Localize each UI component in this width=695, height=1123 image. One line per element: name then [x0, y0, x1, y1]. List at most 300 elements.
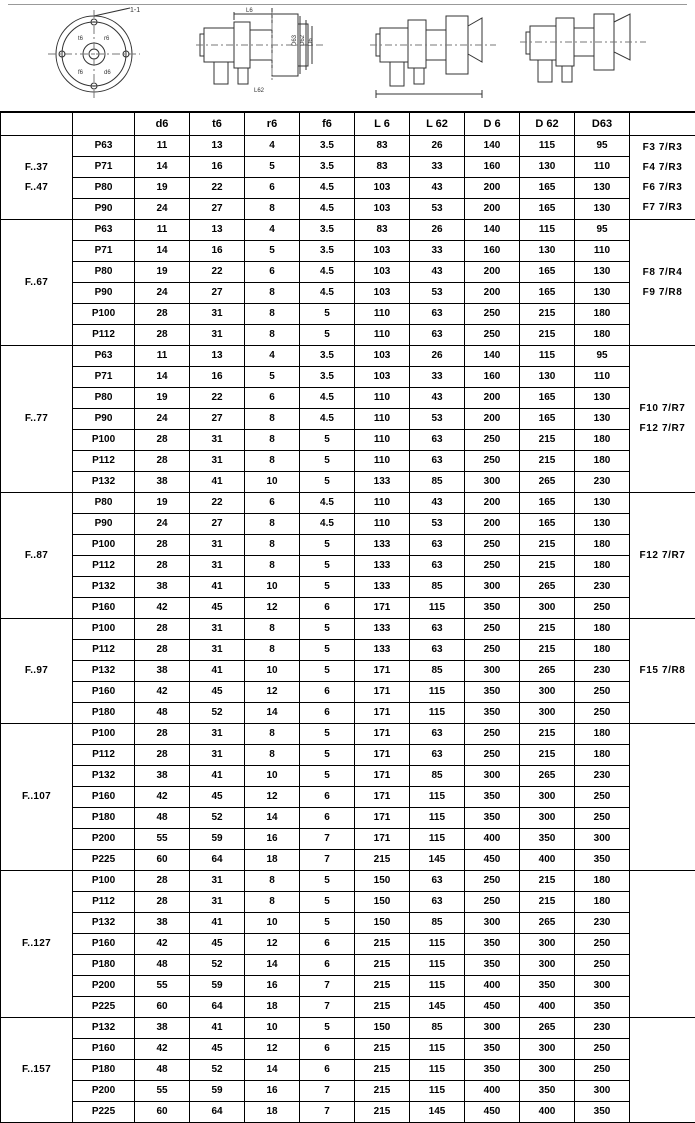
value-d62: 300 — [520, 808, 575, 829]
front-view-flange — [34, 6, 164, 104]
value-t6: 31 — [190, 304, 245, 325]
value-d6: 400 — [465, 829, 520, 850]
table-row — [1, 199, 695, 220]
value-d63: 130 — [575, 178, 630, 199]
value-l62: 63 — [410, 640, 465, 661]
value-l6: 110 — [355, 451, 410, 472]
motor-size-cell: P100 — [73, 304, 135, 325]
value-d6: 250 — [465, 871, 520, 892]
value-d6: 28 — [135, 451, 190, 472]
value-l62: 63 — [410, 430, 465, 451]
value-l6: 83 — [355, 157, 410, 178]
value-d63: 230 — [575, 1018, 630, 1039]
value-r6: 8 — [245, 199, 300, 220]
value-d6: 19 — [135, 493, 190, 514]
value-d63: 130 — [575, 493, 630, 514]
value-d6: 48 — [135, 955, 190, 976]
table-row — [1, 451, 695, 472]
value-d62: 300 — [520, 955, 575, 976]
value-l62: 115 — [410, 787, 465, 808]
value-r6: 10 — [245, 913, 300, 934]
value-l62: 63 — [410, 619, 465, 640]
motor-size-cell: P160 — [73, 682, 135, 703]
group-label: F..127 — [1, 871, 73, 1018]
value-l6: 150 — [355, 1018, 410, 1039]
header-r6: r6 — [245, 113, 300, 136]
value-t6: 31 — [190, 871, 245, 892]
table-row — [1, 1081, 695, 1102]
motor-size-cell: P112 — [73, 892, 135, 913]
value-r6: 12 — [245, 1039, 300, 1060]
value-r6: 16 — [245, 976, 300, 997]
table-row — [1, 556, 695, 577]
value-r6: 8 — [245, 640, 300, 661]
value-f6: 6 — [300, 934, 355, 955]
table-row — [1, 493, 695, 514]
value-f6: 3.5 — [300, 157, 355, 178]
value-t6: 16 — [190, 367, 245, 388]
table-row — [1, 388, 695, 409]
group-note — [630, 871, 695, 1018]
motor-size-cell: P200 — [73, 829, 135, 850]
value-r6: 6 — [245, 178, 300, 199]
value-d62: 215 — [520, 892, 575, 913]
value-d6: 11 — [135, 136, 190, 157]
value-f6: 4.5 — [300, 388, 355, 409]
table-row — [1, 1018, 695, 1039]
value-d62: 300 — [520, 1039, 575, 1060]
value-l62: 145 — [410, 850, 465, 871]
value-d6: 60 — [135, 1102, 190, 1123]
value-r6: 8 — [245, 304, 300, 325]
motor-size-cell: P80 — [73, 178, 135, 199]
group-note — [630, 1018, 695, 1123]
svg-text:L6: L6 — [246, 8, 253, 14]
value-f6: 6 — [300, 808, 355, 829]
value-d6: 200 — [465, 178, 520, 199]
value-f6: 6 — [300, 682, 355, 703]
value-t6: 31 — [190, 430, 245, 451]
value-l6: 133 — [355, 640, 410, 661]
value-d6: 300 — [465, 661, 520, 682]
value-f6: 6 — [300, 598, 355, 619]
value-r6: 14 — [245, 808, 300, 829]
group-label: F..87 — [1, 493, 73, 619]
value-d6: 350 — [465, 808, 520, 829]
value-l62: 145 — [410, 997, 465, 1018]
value-t6: 59 — [190, 976, 245, 997]
value-l62: 63 — [410, 556, 465, 577]
table-row — [1, 808, 695, 829]
value-f6: 5 — [300, 745, 355, 766]
motor-size-cell: P180 — [73, 808, 135, 829]
value-l62: 33 — [410, 367, 465, 388]
value-l6: 171 — [355, 682, 410, 703]
value-d62: 115 — [520, 136, 575, 157]
value-d62: 165 — [520, 178, 575, 199]
value-t6: 13 — [190, 346, 245, 367]
table-row — [1, 787, 695, 808]
value-d63: 350 — [575, 850, 630, 871]
value-l62: 43 — [410, 178, 465, 199]
value-l62: 115 — [410, 955, 465, 976]
value-d63: 130 — [575, 514, 630, 535]
value-f6: 3.5 — [300, 136, 355, 157]
value-t6: 52 — [190, 1060, 245, 1081]
header-d6: d6 — [135, 113, 190, 136]
value-l62: 63 — [410, 871, 465, 892]
table-row — [1, 661, 695, 682]
value-d6: 28 — [135, 619, 190, 640]
value-r6: 14 — [245, 955, 300, 976]
value-f6: 5 — [300, 1018, 355, 1039]
value-d6: 400 — [465, 1081, 520, 1102]
table-row — [1, 262, 695, 283]
value-r6: 4 — [245, 136, 300, 157]
value-r6: 10 — [245, 472, 300, 493]
value-f6: 7 — [300, 829, 355, 850]
value-l6: 215 — [355, 976, 410, 997]
motor-size-cell: P225 — [73, 997, 135, 1018]
value-d62: 215 — [520, 451, 575, 472]
value-d62: 350 — [520, 976, 575, 997]
value-l6: 103 — [355, 283, 410, 304]
value-l62: 63 — [410, 304, 465, 325]
value-d6: 19 — [135, 178, 190, 199]
motor-size-cell: P112 — [73, 640, 135, 661]
value-d6: 300 — [465, 1018, 520, 1039]
value-d63: 230 — [575, 661, 630, 682]
value-t6: 22 — [190, 493, 245, 514]
value-f6: 4.5 — [300, 514, 355, 535]
value-d63: 230 — [575, 577, 630, 598]
header-t6: t6 — [190, 113, 245, 136]
motor-size-cell: P180 — [73, 1060, 135, 1081]
header-l62: L 62 — [410, 113, 465, 136]
value-d62: 215 — [520, 430, 575, 451]
value-f6: 5 — [300, 304, 355, 325]
value-t6: 31 — [190, 535, 245, 556]
value-t6: 41 — [190, 661, 245, 682]
table-row — [1, 136, 695, 157]
table-row — [1, 1060, 695, 1081]
value-d6: 42 — [135, 934, 190, 955]
table-row — [1, 724, 695, 745]
value-d6: 250 — [465, 535, 520, 556]
value-d63: 180 — [575, 304, 630, 325]
value-t6: 59 — [190, 1081, 245, 1102]
value-l6: 133 — [355, 535, 410, 556]
motor-size-cell: P100 — [73, 619, 135, 640]
value-l62: 43 — [410, 262, 465, 283]
value-d63: 230 — [575, 766, 630, 787]
motor-size-cell: P132 — [73, 1018, 135, 1039]
value-d6: 55 — [135, 976, 190, 997]
value-d6: 14 — [135, 367, 190, 388]
value-d62: 115 — [520, 346, 575, 367]
value-d6: 48 — [135, 808, 190, 829]
value-d6: 24 — [135, 199, 190, 220]
motor-size-cell: P112 — [73, 325, 135, 346]
value-d63: 180 — [575, 745, 630, 766]
table-row — [1, 283, 695, 304]
value-d62: 300 — [520, 703, 575, 724]
svg-text:D63: D63 — [292, 34, 298, 46]
value-r6: 8 — [245, 451, 300, 472]
value-d6: 450 — [465, 997, 520, 1018]
value-d63: 300 — [575, 1081, 630, 1102]
value-l6: 103 — [355, 178, 410, 199]
motor-size-cell: P90 — [73, 199, 135, 220]
table-row — [1, 346, 695, 367]
header-d6-dia: D 6 — [465, 113, 520, 136]
motor-size-cell: P71 — [73, 157, 135, 178]
value-r6: 10 — [245, 766, 300, 787]
value-t6: 22 — [190, 178, 245, 199]
value-d6: 42 — [135, 682, 190, 703]
value-d6: 140 — [465, 346, 520, 367]
value-d6: 250 — [465, 325, 520, 346]
value-l6: 171 — [355, 661, 410, 682]
value-f6: 4.5 — [300, 493, 355, 514]
value-f6: 7 — [300, 1081, 355, 1102]
value-f6: 5 — [300, 535, 355, 556]
value-d6: 48 — [135, 1060, 190, 1081]
svg-text:r6: r6 — [104, 36, 110, 42]
motor-size-cell: P112 — [73, 451, 135, 472]
value-d6: 250 — [465, 640, 520, 661]
value-t6: 45 — [190, 934, 245, 955]
motor-size-cell: P80 — [73, 493, 135, 514]
group-note: F8 7/R4 F9 7/R8 — [630, 220, 695, 346]
value-d6: 28 — [135, 304, 190, 325]
value-d63: 250 — [575, 787, 630, 808]
svg-text:f6: f6 — [78, 70, 84, 76]
value-r6: 5 — [245, 241, 300, 262]
motor-size-cell: P132 — [73, 661, 135, 682]
value-d6: 250 — [465, 430, 520, 451]
value-t6: 45 — [190, 682, 245, 703]
value-d6: 350 — [465, 1039, 520, 1060]
value-f6: 3.5 — [300, 346, 355, 367]
value-d63: 250 — [575, 1039, 630, 1060]
value-r6: 8 — [245, 514, 300, 535]
value-r6: 8 — [245, 724, 300, 745]
value-d6: 28 — [135, 892, 190, 913]
side-view-gearmotor-1 — [196, 4, 331, 102]
value-d6: 55 — [135, 829, 190, 850]
motor-size-cell: P90 — [73, 514, 135, 535]
value-d62: 300 — [520, 1060, 575, 1081]
value-d62: 400 — [520, 997, 575, 1018]
value-l62: 115 — [410, 1039, 465, 1060]
value-d6: 400 — [465, 976, 520, 997]
group-note: F10 7/R7 F12 7/R7 — [630, 346, 695, 493]
value-f6: 5 — [300, 661, 355, 682]
value-d6: 250 — [465, 556, 520, 577]
value-l62: 26 — [410, 136, 465, 157]
motor-size-cell: P132 — [73, 766, 135, 787]
value-r6: 8 — [245, 535, 300, 556]
value-l62: 53 — [410, 283, 465, 304]
value-d62: 300 — [520, 598, 575, 619]
value-l62: 145 — [410, 1102, 465, 1123]
value-d62: 215 — [520, 325, 575, 346]
value-f6: 7 — [300, 997, 355, 1018]
value-l62: 43 — [410, 388, 465, 409]
value-t6: 31 — [190, 619, 245, 640]
value-l6: 215 — [355, 1039, 410, 1060]
value-d6: 140 — [465, 220, 520, 241]
value-d6: 160 — [465, 241, 520, 262]
value-d63: 350 — [575, 997, 630, 1018]
value-d62: 215 — [520, 556, 575, 577]
value-l62: 115 — [410, 1060, 465, 1081]
value-d62: 130 — [520, 367, 575, 388]
value-t6: 52 — [190, 808, 245, 829]
value-l6: 215 — [355, 1102, 410, 1123]
value-l6: 103 — [355, 241, 410, 262]
value-d62: 265 — [520, 913, 575, 934]
value-d6: 200 — [465, 199, 520, 220]
value-d6: 250 — [465, 724, 520, 745]
value-r6: 10 — [245, 577, 300, 598]
value-d6: 38 — [135, 577, 190, 598]
table-row — [1, 640, 695, 661]
value-l6: 171 — [355, 598, 410, 619]
value-l6: 110 — [355, 325, 410, 346]
value-d6: 38 — [135, 1018, 190, 1039]
value-d63: 180 — [575, 724, 630, 745]
value-t6: 27 — [190, 199, 245, 220]
value-d63: 130 — [575, 283, 630, 304]
header-note — [630, 113, 695, 136]
svg-text:t6: t6 — [78, 36, 84, 42]
table-row — [1, 934, 695, 955]
value-l62: 115 — [410, 703, 465, 724]
motor-size-cell: P90 — [73, 283, 135, 304]
table-row — [1, 157, 695, 178]
value-f6: 3.5 — [300, 367, 355, 388]
value-l62: 115 — [410, 808, 465, 829]
value-r6: 12 — [245, 934, 300, 955]
value-f6: 5 — [300, 871, 355, 892]
value-d62: 115 — [520, 220, 575, 241]
group-note: F12 7/R7 — [630, 493, 695, 619]
value-f6: 4.5 — [300, 199, 355, 220]
group-label: F..157 — [1, 1018, 73, 1123]
dimensions-table — [0, 112, 695, 1123]
value-f6: 6 — [300, 703, 355, 724]
value-t6: 52 — [190, 703, 245, 724]
value-d63: 95 — [575, 346, 630, 367]
group-note — [630, 724, 695, 871]
value-l62: 33 — [410, 157, 465, 178]
motor-size-cell: P100 — [73, 871, 135, 892]
value-d62: 215 — [520, 724, 575, 745]
value-d6: 200 — [465, 262, 520, 283]
value-l62: 53 — [410, 514, 465, 535]
value-l6: 133 — [355, 619, 410, 640]
value-t6: 45 — [190, 787, 245, 808]
value-d6: 300 — [465, 577, 520, 598]
value-l62: 85 — [410, 766, 465, 787]
motor-size-cell: P160 — [73, 598, 135, 619]
value-r6: 12 — [245, 682, 300, 703]
value-d62: 165 — [520, 199, 575, 220]
table-row — [1, 325, 695, 346]
value-d6: 200 — [465, 409, 520, 430]
value-d63: 250 — [575, 703, 630, 724]
value-f6: 5 — [300, 892, 355, 913]
value-l62: 85 — [410, 661, 465, 682]
motor-size-cell: P180 — [73, 955, 135, 976]
value-f6: 5 — [300, 430, 355, 451]
value-l62: 63 — [410, 745, 465, 766]
value-d6: 38 — [135, 472, 190, 493]
value-l6: 83 — [355, 220, 410, 241]
value-d63: 180 — [575, 430, 630, 451]
value-l62: 43 — [410, 493, 465, 514]
value-r6: 10 — [245, 661, 300, 682]
value-l62: 63 — [410, 451, 465, 472]
value-t6: 52 — [190, 955, 245, 976]
table-row — [1, 514, 695, 535]
value-d6: 350 — [465, 682, 520, 703]
table-row — [1, 220, 695, 241]
value-d6: 28 — [135, 430, 190, 451]
value-t6: 31 — [190, 745, 245, 766]
value-l62: 33 — [410, 241, 465, 262]
table-header-row — [1, 113, 695, 136]
value-l62: 85 — [410, 577, 465, 598]
side-view-gearmotor-3 — [520, 4, 650, 102]
value-d63: 130 — [575, 262, 630, 283]
value-l62: 63 — [410, 535, 465, 556]
value-d62: 215 — [520, 871, 575, 892]
value-l62: 85 — [410, 1018, 465, 1039]
value-f6: 6 — [300, 955, 355, 976]
header-f6: f6 — [300, 113, 355, 136]
table-row — [1, 913, 695, 934]
value-d6: 60 — [135, 997, 190, 1018]
value-d6: 28 — [135, 745, 190, 766]
value-f6: 5 — [300, 451, 355, 472]
value-l62: 63 — [410, 892, 465, 913]
motor-size-cell: P225 — [73, 1102, 135, 1123]
value-l6: 171 — [355, 766, 410, 787]
value-d63: 250 — [575, 682, 630, 703]
value-l6: 150 — [355, 892, 410, 913]
motor-size-cell: P80 — [73, 388, 135, 409]
value-d63: 230 — [575, 913, 630, 934]
value-f6: 4.5 — [300, 262, 355, 283]
motor-size-cell: P160 — [73, 787, 135, 808]
value-d62: 165 — [520, 514, 575, 535]
value-d6: 160 — [465, 157, 520, 178]
value-l6: 110 — [355, 514, 410, 535]
value-d62: 265 — [520, 577, 575, 598]
value-l62: 53 — [410, 199, 465, 220]
value-d63: 250 — [575, 808, 630, 829]
value-d6: 350 — [465, 1060, 520, 1081]
value-t6: 16 — [190, 241, 245, 262]
value-f6: 5 — [300, 556, 355, 577]
value-l6: 133 — [355, 472, 410, 493]
value-d6: 11 — [135, 220, 190, 241]
value-d6: 28 — [135, 556, 190, 577]
value-d6: 200 — [465, 493, 520, 514]
